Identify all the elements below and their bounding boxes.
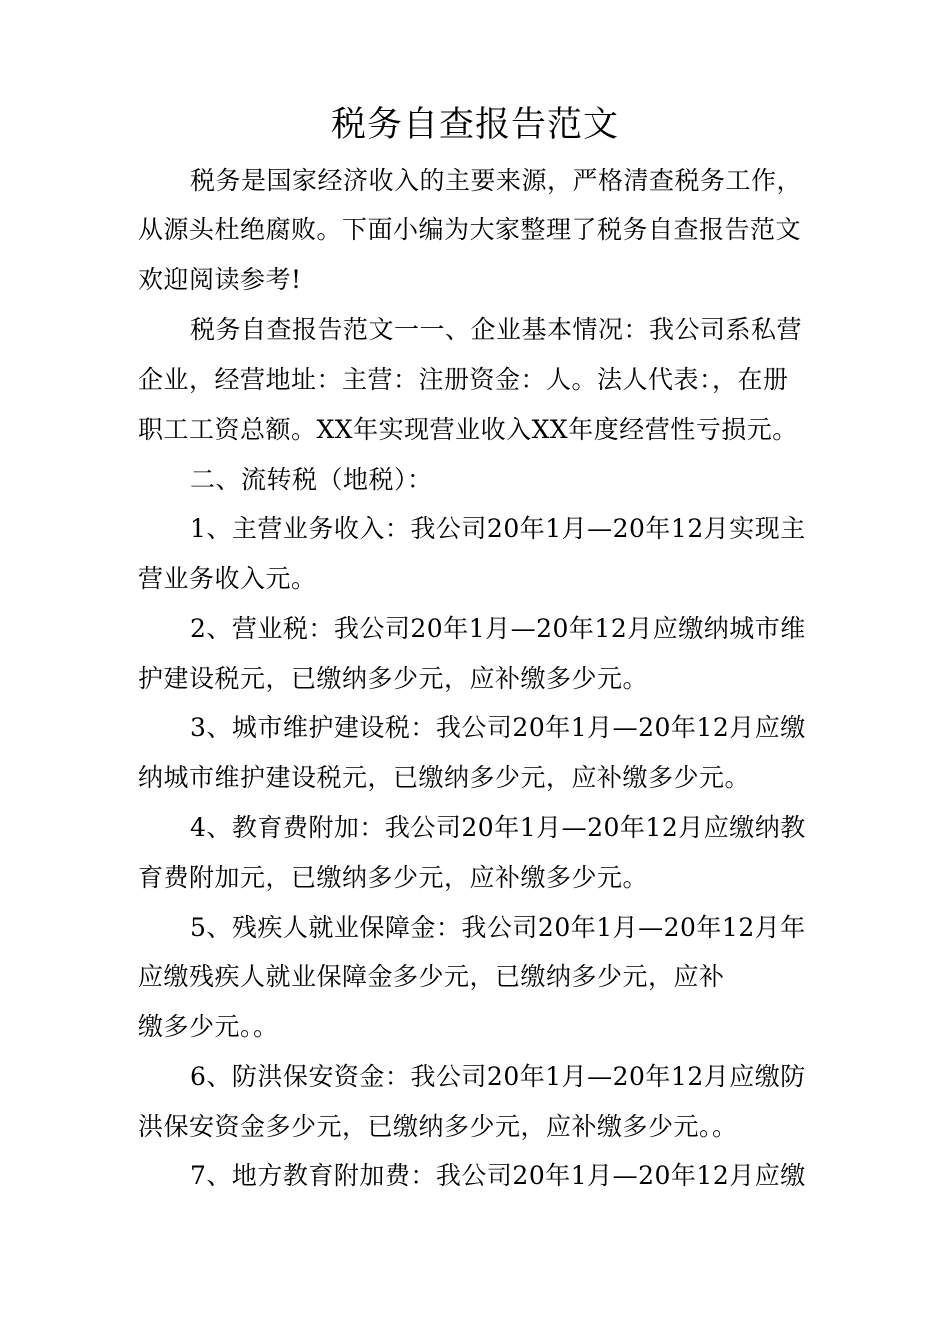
paragraph-line: 6、防洪保安资金：我公司20年1月—20年12月应缴防 — [190, 1062, 806, 1091]
paragraph-line: 缴多少元。。 — [138, 1012, 279, 1041]
paragraph-line: 3、城市维护建设税：我公司20年1月—20年12月应缴 — [190, 713, 806, 742]
paragraph-line: 5、残疾人就业保障金：我公司20年1月—20年12月年 — [190, 913, 806, 942]
paragraph-line: 税务是国家经济收入的主要来源，严格清查税务工作， — [190, 166, 803, 195]
paragraph-line: 洪保安资金多少元，已缴纳多少元，应补缴多少元。。 — [138, 1112, 738, 1141]
paragraph-line: 税务自查报告范文一一、企业基本情况：我公司系私营 — [190, 315, 803, 344]
paragraph-line: 2、营业税：我公司20年1月—20年12月应缴纳城市维 — [190, 614, 806, 643]
section-heading: 二、流转税（地税）： — [190, 465, 433, 494]
paragraph-line: 育费附加元，已缴纳多少元，应补缴多少元。 — [138, 863, 649, 892]
document-title: 税务自查报告范文 — [330, 105, 619, 145]
paragraph-line: 纳城市维护建设税元，已缴纳多少元，应补缴多少元。 — [138, 763, 751, 792]
paragraph-line: 职工工资总额。XX年实现营业收入XX年度经营性亏损元。 — [138, 415, 798, 444]
paragraph-line: 4、教育费附加：我公司20年1月—20年12月应缴纳教 — [190, 813, 806, 842]
paragraph-line: 营业务收入元。 — [138, 564, 317, 593]
paragraph-line: 企业，经营地址：主营：注册资金：人。法人代表：，在册 — [138, 365, 789, 394]
paragraph-line: 1、主营业务收入：我公司20年1月—20年12月实现主 — [190, 514, 806, 543]
paragraph-line: 应缴残疾人就业保障金多少元，已缴纳多少元，应补 — [138, 962, 725, 991]
paragraph-line: 从源头杜绝腐败。下面小编为大家整理了税务自查报告范文 — [138, 215, 802, 244]
paragraph-line: 欢迎阅读参考! — [138, 265, 302, 294]
paragraph-line: 护建设税元，已缴纳多少元，应补缴多少元。 — [138, 664, 649, 693]
paragraph-line: 7、地方教育附加费：我公司20年1月—20年12月应缴 — [190, 1161, 806, 1190]
